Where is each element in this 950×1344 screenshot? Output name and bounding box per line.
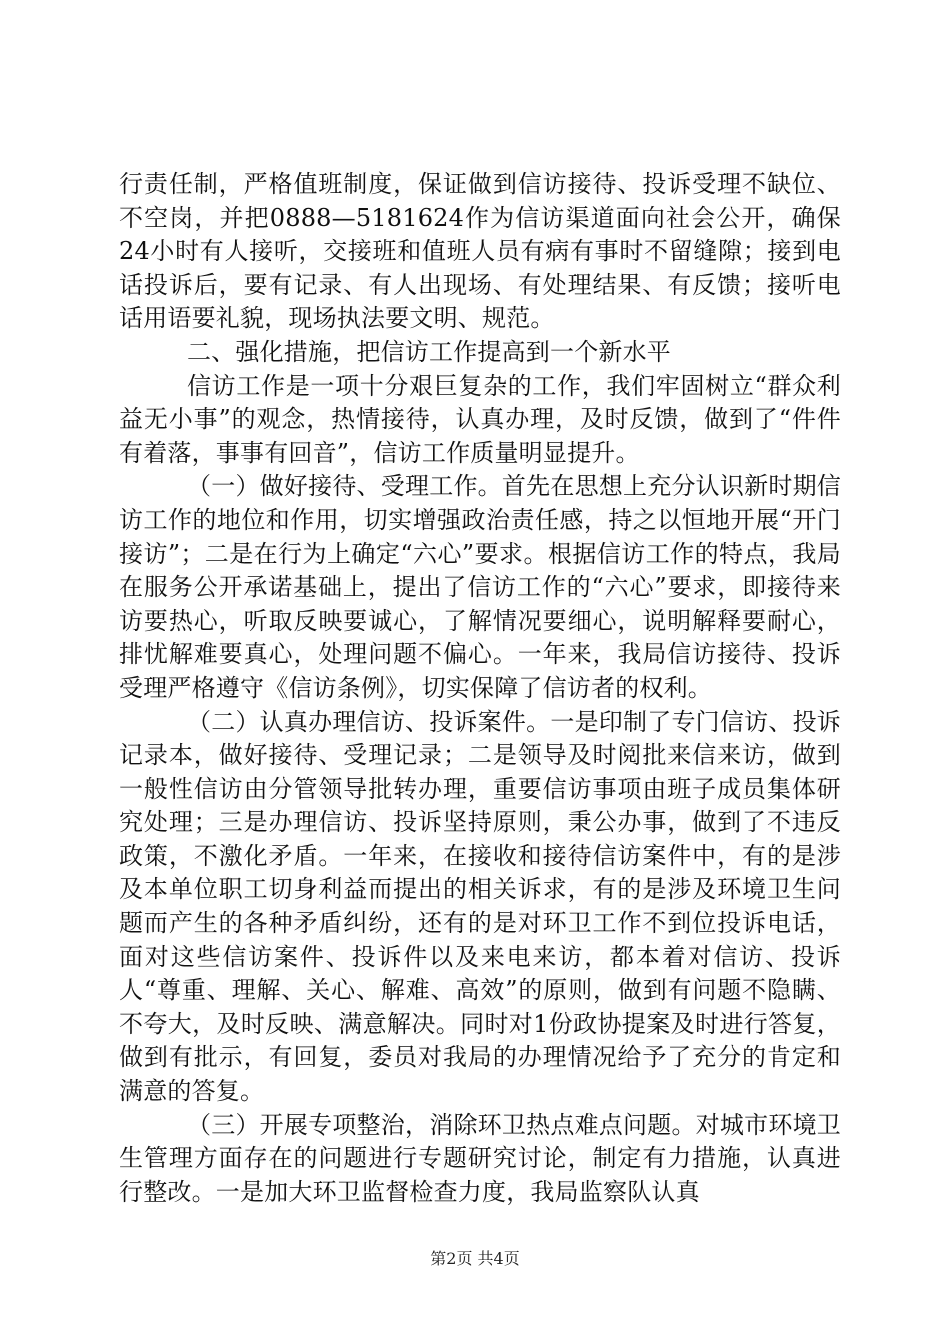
paragraph-reception: （一）做好接待、受理工作。首先在思想上充分认识新时期信访工作的地位和作用，切实增强政治责任感，持之以恒地开展“开门接访”；二是在行为上确定“六心”要求。根据信访工作的特点，我局在服务公开承诺基础上，提出了信访工作的“六心”要求，即接待来访要热心，听取反映要诚心，了解情况要细心，说明解释要耐心，排忧解难要真心，处理问题不偏心。一年来，我局信访接待、投诉受理严格遵守《信访条例》，切实保障了信访者的权利。 <box>119 472 841 702</box>
paragraph-petition-intro: 信访工作是一项十分艰巨复杂的工作，我们牢固树立“群众利益无小事”的观念，热情接待，认真办理，及时反馈，做到了“件件有着落，事事有回音”，信访工作质量明显提升。 <box>119 371 841 467</box>
paragraph-special-rectification: （三）开展专项整治，消除环卫热点难点问题。对城市环境卫生管理方面存在的问题进行专题研究讨论，制定有力措施，认真进行整改。一是加大环卫监督检查力度，我局监察队认真 <box>119 1110 841 1206</box>
page-footer: 第2页 共4页 <box>430 1249 520 1268</box>
document-body <box>119 168 841 1209</box>
section-heading-2: 二、强化措施，把信访工作提高到一个新水平 <box>187 337 671 366</box>
paragraph-case-handling: （二）认真办理信访、投诉案件。一是印制了专门信访、投诉记录本，做好接待、受理记录；二是领导及时阅批来信来访，做到一般性信访由分管领导批转办理，重要信访事项由班子成员集体研究处理；三是办理信访、投诉坚持原则，秉公办事，做到了不违反政策，不激化矛盾。一年来，在接收和接待信访案件中，有的是涉及本单位职工切身利益而提出的相关诉求，有的是涉及环境卫生问题而产生的各种矛盾纠纷，还有的是对环卫工作不到位投诉电话，面对这些信访案件、投诉件以及来电来访，都本着对信访、投诉人“尊重、理解、关心、解难、高效”的原则，做到有问题不隐瞒、不夸大，及时反映、满意解决。同时对1份政协提案及时进行答复，做到有批示，有回复，委员对我局的办理情况给予了充分的肯定和满意的答复。 <box>119 707 841 1106</box>
paragraph-duty-system: 行责任制，严格值班制度，保证做到信访接待、投诉受理不缺位、不空岗，并把0888—5181624作为信访渠道面向社会公开，确保24小时有人接听，交接班和值班人员有病有事时不留缝隙；接到电话投诉后，要有记录、有人出现场、有处理结果、有反馈；接听电话用语要礼貌，现场执法要文明、规范。 <box>119 170 841 333</box>
